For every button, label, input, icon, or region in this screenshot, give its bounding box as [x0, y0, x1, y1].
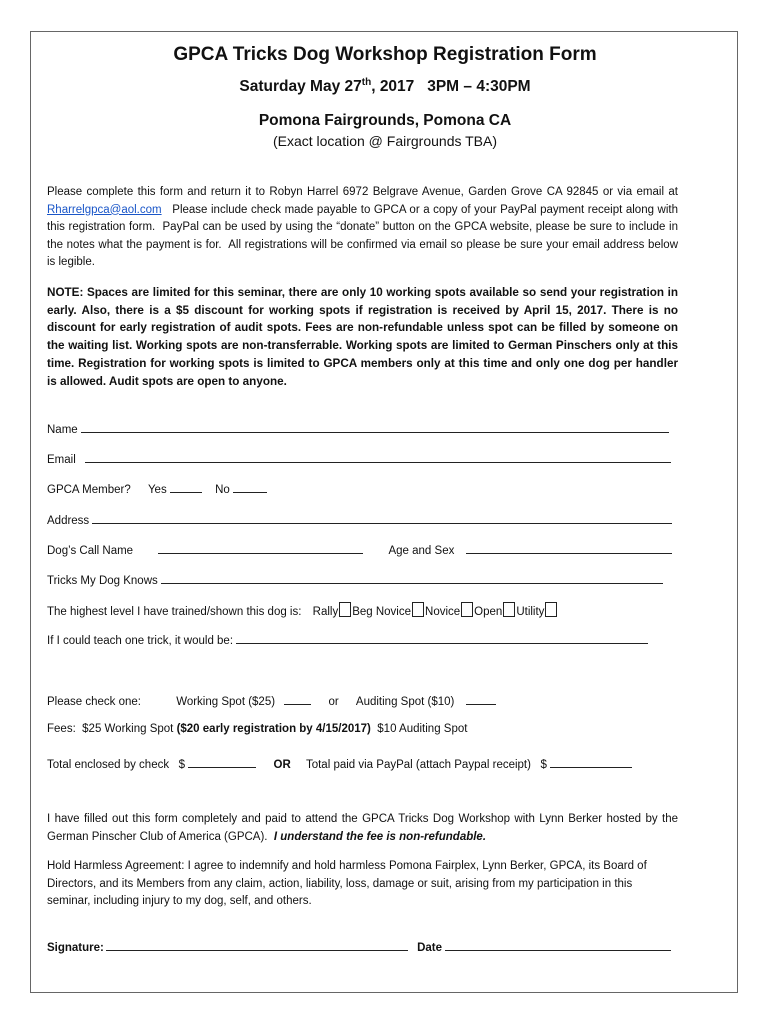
date-field[interactable]: [445, 939, 671, 951]
level-row: The highest level I have trained/shown this dog is: Rally Beg Novice Novice Open Utility: [47, 602, 558, 618]
member-no-field[interactable]: [233, 481, 267, 493]
rally-checkbox[interactable]: [339, 602, 351, 617]
address-row: Address: [47, 512, 672, 527]
beg-novice-checkbox[interactable]: [412, 602, 424, 617]
tricks-row: Tricks My Dog Knows: [47, 572, 663, 587]
name-row: Name: [47, 421, 669, 436]
contact-email-link[interactable]: Rharrelgpca@aol.com: [47, 203, 162, 216]
teach-row: If I could teach one trick, it would be:: [47, 632, 648, 647]
check-one-row: Please check one: Working Spot ($25) or Auditing Spot ($10): [47, 693, 496, 708]
auditing-spot-field[interactable]: [466, 693, 496, 705]
signature-row: Signature: Date: [47, 939, 671, 954]
tricks-field[interactable]: [161, 572, 663, 584]
member-row: GPCA Member? Yes No: [47, 481, 267, 496]
totals-row: Total enclosed by check $ OR Total paid via PayPal (attach Paypal receipt) $: [47, 756, 632, 771]
call-name-field[interactable]: [158, 542, 363, 554]
novice-checkbox[interactable]: [461, 602, 473, 617]
form-title: GPCA Tricks Dog Workshop Registration Form: [173, 44, 597, 65]
working-spot-field[interactable]: [284, 693, 311, 705]
email-field[interactable]: [85, 451, 671, 463]
instructions-paragraph: Please complete this form and return it to Robyn Harrel 6972 Belgrave Avenue, Garden Grove CA 92845 or via email at Rharrelgpca@aol.com Please include check made payable to GPCA or a copy of your PayPal payment receipt along with this registration form. PayPal can be used by using the “donate” button on the GPCA website, please be sure to include in the notes what the payment is for. All registrations will be confirmed via email so please be sure your email address below is legible.: [47, 186, 682, 269]
member-yes-field[interactable]: [170, 481, 202, 493]
age-sex-field[interactable]: [466, 542, 672, 554]
location-note: (Exact location @ Fairgrounds TBA): [272, 133, 498, 149]
utility-checkbox[interactable]: [545, 602, 557, 617]
dog-name-row: Dog’s Call Name Age and Sex: [47, 542, 672, 557]
agreement-paragraph: I have filled out this form completely and paid to attend the GPCA Tricks Dog Workshop with Lynn Berker hosted by the German Pinscher Club of America (GPCA). I understand the fee is non-refundable.: [47, 813, 682, 843]
note-paragraph: NOTE: Spaces are limited for this seminar, there are only 10 working spots available so send your registration in early. Also, there is a $5 discount for working spots if registration is received by April 15, 2017. There is no discount for early registration of audit spots. Fees are non-refundable unless spot can be filled by someone on the waiting list. Working spots are non-transferrable. Working spots are limited to German Pinschers only at this time. Registration for working spots is limited to GPCA members only at this time and only one dog per handler is allowed. Audit spots are open to anyone.: [47, 286, 678, 388]
teach-field[interactable]: [236, 632, 648, 644]
check-amount-field[interactable]: [188, 756, 256, 768]
open-checkbox[interactable]: [503, 602, 515, 617]
name-field[interactable]: [81, 421, 669, 433]
event-date: Saturday May 27th, 2017 3PM – 4:30PM: [239, 77, 531, 96]
event-location: Pomona Fairgrounds, Pomona CA: [258, 112, 512, 129]
hold-harmless-paragraph: Hold Harmless Agreement: I agree to indemnify and hold harmless Pomona Fairplex, Lynn Berker, GPCA, its Board of Directors, and its Members from any claim, action, liability, loss, damage or suit, arising from my participation in this seminar, including injury to my dog, self, and others.: [47, 860, 647, 908]
paypal-amount-field[interactable]: [550, 756, 632, 768]
address-field[interactable]: [92, 512, 672, 524]
email-row: Email: [47, 451, 671, 466]
fees-row: Fees: $25 Working Spot ($20 early registration by 4/15/2017) $10 Auditing Spot: [47, 723, 468, 735]
signature-field[interactable]: [106, 939, 408, 951]
